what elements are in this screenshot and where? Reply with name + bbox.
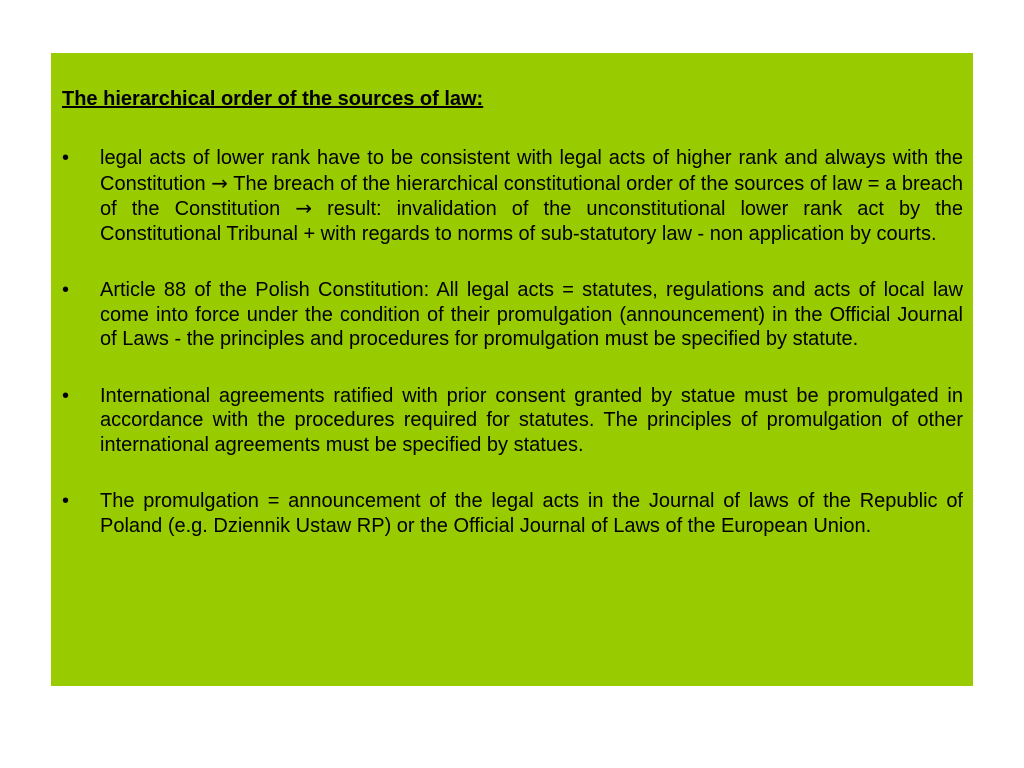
bullet-icon: • <box>62 384 70 407</box>
bullet-icon: • <box>62 490 70 512</box>
bullet-list <box>62 146 963 538</box>
bullet-icon: • <box>62 147 70 169</box>
arrow-icon: → <box>211 170 229 195</box>
bullet-item <box>62 278 963 352</box>
bullet-item <box>62 146 963 246</box>
bullet-text: International agreements ratified with prior consent granted by statue must be promulgated in accordance with the procedures required for statutes. The principles of promulgation of other international agreements must be specified by statues. <box>100 384 963 456</box>
bullet-text: result: invalidation of the unconstitutional lower rank act by the Constitutional Tribunal + with regards to norms of sub-statutory law - non application by courts. <box>100 198 964 245</box>
bullet-text: Article 88 of the Polish Constitution: All legal acts = statutes, regulations and acts of local law come into force under the condition of their promulgation (announcement) in the Official Journal of Laws - the principles and procedures for promulgation must be specified by statute. <box>100 279 963 350</box>
bullet-text: The promulgation = announcement of the legal acts in the Journal of laws of the Republic of Poland (e.g. Dziennik Ustaw RP) or the Official Journal of Laws of the European Union. <box>100 490 963 537</box>
bullet-item <box>62 489 963 538</box>
arrow-icon: → <box>295 196 313 220</box>
bullet-text: The breach of the hierarchical constitutional order of the sources of law = a breach of the Constitution <box>100 172 964 220</box>
slide-heading: The hierarchical order of the sources of law: <box>62 88 484 110</box>
bullet-item <box>62 384 963 458</box>
content-panel <box>51 53 973 686</box>
bullet-text: legal acts of lower rank have to be consistent with legal acts of higher rank and always with the Constitution <box>100 147 963 195</box>
bullet-icon: • <box>62 279 70 301</box>
